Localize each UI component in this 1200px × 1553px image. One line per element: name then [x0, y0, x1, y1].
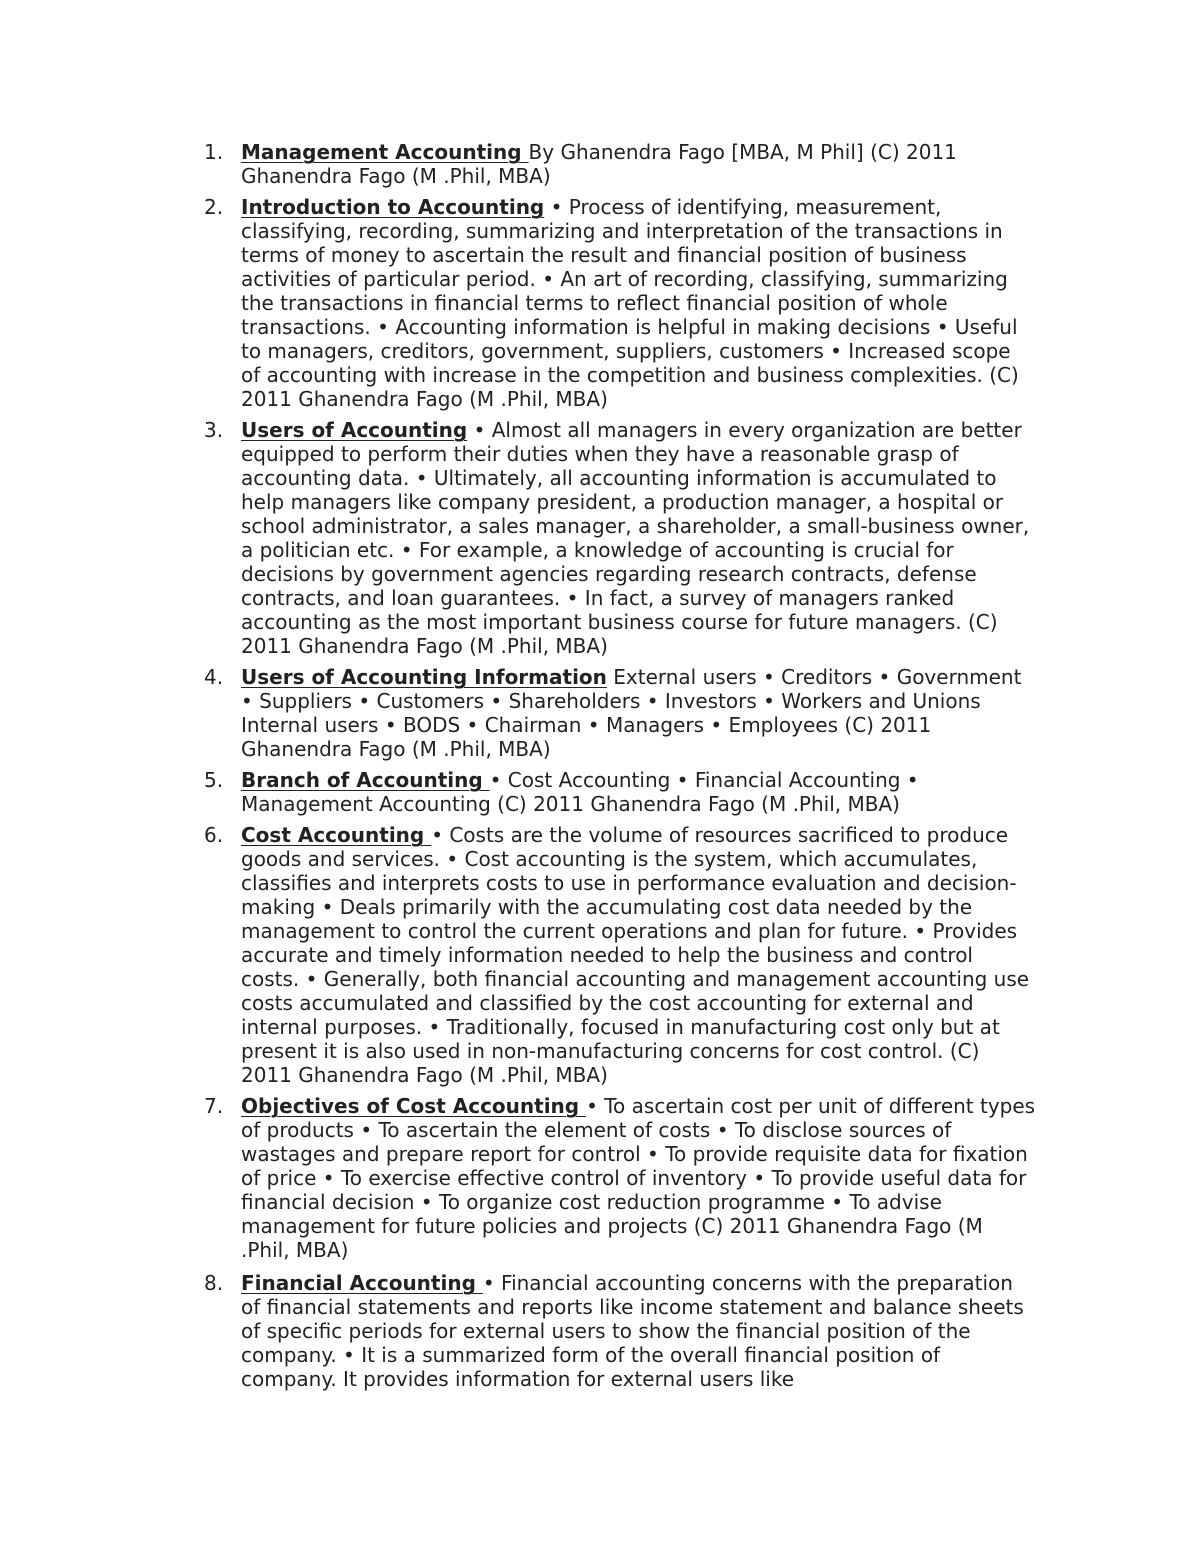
list-item-body: • To ascertain cost per unit of different types of products • To ascertain the element of costs • To disclose sources of wastages and prepare report for control • To provide requisite data for fixation of price • To exercise effective control of inventory • To provide useful data for financial decision • To organize cost reduction programme • To advise management for future policies and projects (C) 2011 Ghanendra Fago (M .Phil, MBA)	[241, 1094, 1036, 1262]
list-item-heading: Cost Accounting	[241, 823, 432, 847]
list-item	[196, 418, 1036, 658]
list-item-body: External users • Creditors • Government • Suppliers • Customers • Shareholders • Investors • Workers and Unions Internal users • BODS • Chairman • Managers • Employees (C) 2011 Ghanendra Fago (M .Phil, MBA)	[241, 665, 1022, 761]
list-item-heading: Users of Accounting	[241, 418, 468, 442]
list-item-number: 8.	[204, 1271, 224, 1295]
list-item-number: 2.	[204, 195, 224, 219]
numbered-list	[196, 140, 1036, 1398]
list-item-body: • Cost Accounting • Financial Accounting • Management Accounting (C) 2011 Ghanendra Fago (M .Phil, MBA)	[241, 768, 919, 816]
list-item-body: • Process of identifying, measurement, classifying, recording, summarizing and interpretation of the transactions in terms of money to ascertain the result and financial position of business activities of particular period. • An art of recording, classifying, summarizing the transactions in financial terms to reflect financial position of whole transactions. • Accounting information is helpful in making decisions • Useful to managers, creditors, government, suppliers, customers • Increased scope of accounting with increase in the competition and business complexities. (C) 2011 Ghanendra Fago (M .Phil, MBA)	[241, 195, 1019, 411]
list-item-heading: Financial Accounting	[241, 1271, 483, 1295]
list-item-number: 7.	[204, 1094, 224, 1118]
list-item-body: • Costs are the volume of resources sacrificed to produce goods and services. • Cost accounting is the system, which accumulates, classifies and interprets costs to use in performance evaluation and decision-making • Deals primarily with the accumulating cost data needed by the management to control the current operations and plan for future. • Provides accurate and timely information needed to help the business and control costs. • Generally, both financial accounting and management accounting use costs accumulated and classified by the cost accounting for external and internal purposes. • Traditionally, focused in manufacturing cost only but at present it is also used in non-manufacturing concerns for cost control. (C) 2011 Ghanendra Fago (M .Phil, MBA)	[241, 823, 1030, 1087]
list-item	[196, 195, 1036, 411]
list-item-heading: Objectives of Cost Accounting	[241, 1094, 587, 1118]
list-item-body: By Ghanendra Fago [MBA, M Phil] (C) 2011 Ghanendra Fago (M .Phil, MBA)	[241, 140, 957, 188]
list-item	[196, 1271, 1036, 1391]
list-item-heading: Branch of Accounting	[241, 768, 490, 792]
list-item-body: • Financial accounting concerns with the preparation of financial statements and reports like income statement and balance sheets of specific periods for external users to show the financial position of the company. • It is a summarized form of the overall financial position of company. It provides information for external users like	[241, 1271, 1024, 1391]
list-item-heading: Users of Accounting Information	[241, 665, 607, 689]
list-item	[196, 665, 1036, 761]
list-item-heading: Management Accounting	[241, 140, 529, 164]
list-item	[196, 140, 1036, 188]
list-item	[196, 823, 1036, 1087]
list-item-number: 1.	[204, 140, 224, 164]
list-item	[196, 768, 1036, 816]
list-item-number: 5.	[204, 768, 224, 792]
list-item-number: 4.	[204, 665, 224, 689]
list-item-body: • Almost all managers in every organization are better equipped to perform their duties when they have a reasonable grasp of accounting data. • Ultimately, all accounting information is accumulated to help managers like company president, a production manager, a hospital or school administrator, a sales manager, a shareholder, a small-business owner, a politician etc. • For example, a knowledge of accounting is crucial for decisions by government agencies regarding research contracts, defense contracts, and loan guarantees. • In fact, a survey of managers ranked accounting as the most important business course for future managers. (C) 2011 Ghanendra Fago (M .Phil, MBA)	[241, 418, 1030, 658]
list-item-heading: Introduction to Accounting	[241, 195, 545, 219]
list-item-number: 6.	[204, 823, 224, 847]
list-item-number: 3.	[204, 418, 224, 442]
list-item	[196, 1094, 1036, 1262]
